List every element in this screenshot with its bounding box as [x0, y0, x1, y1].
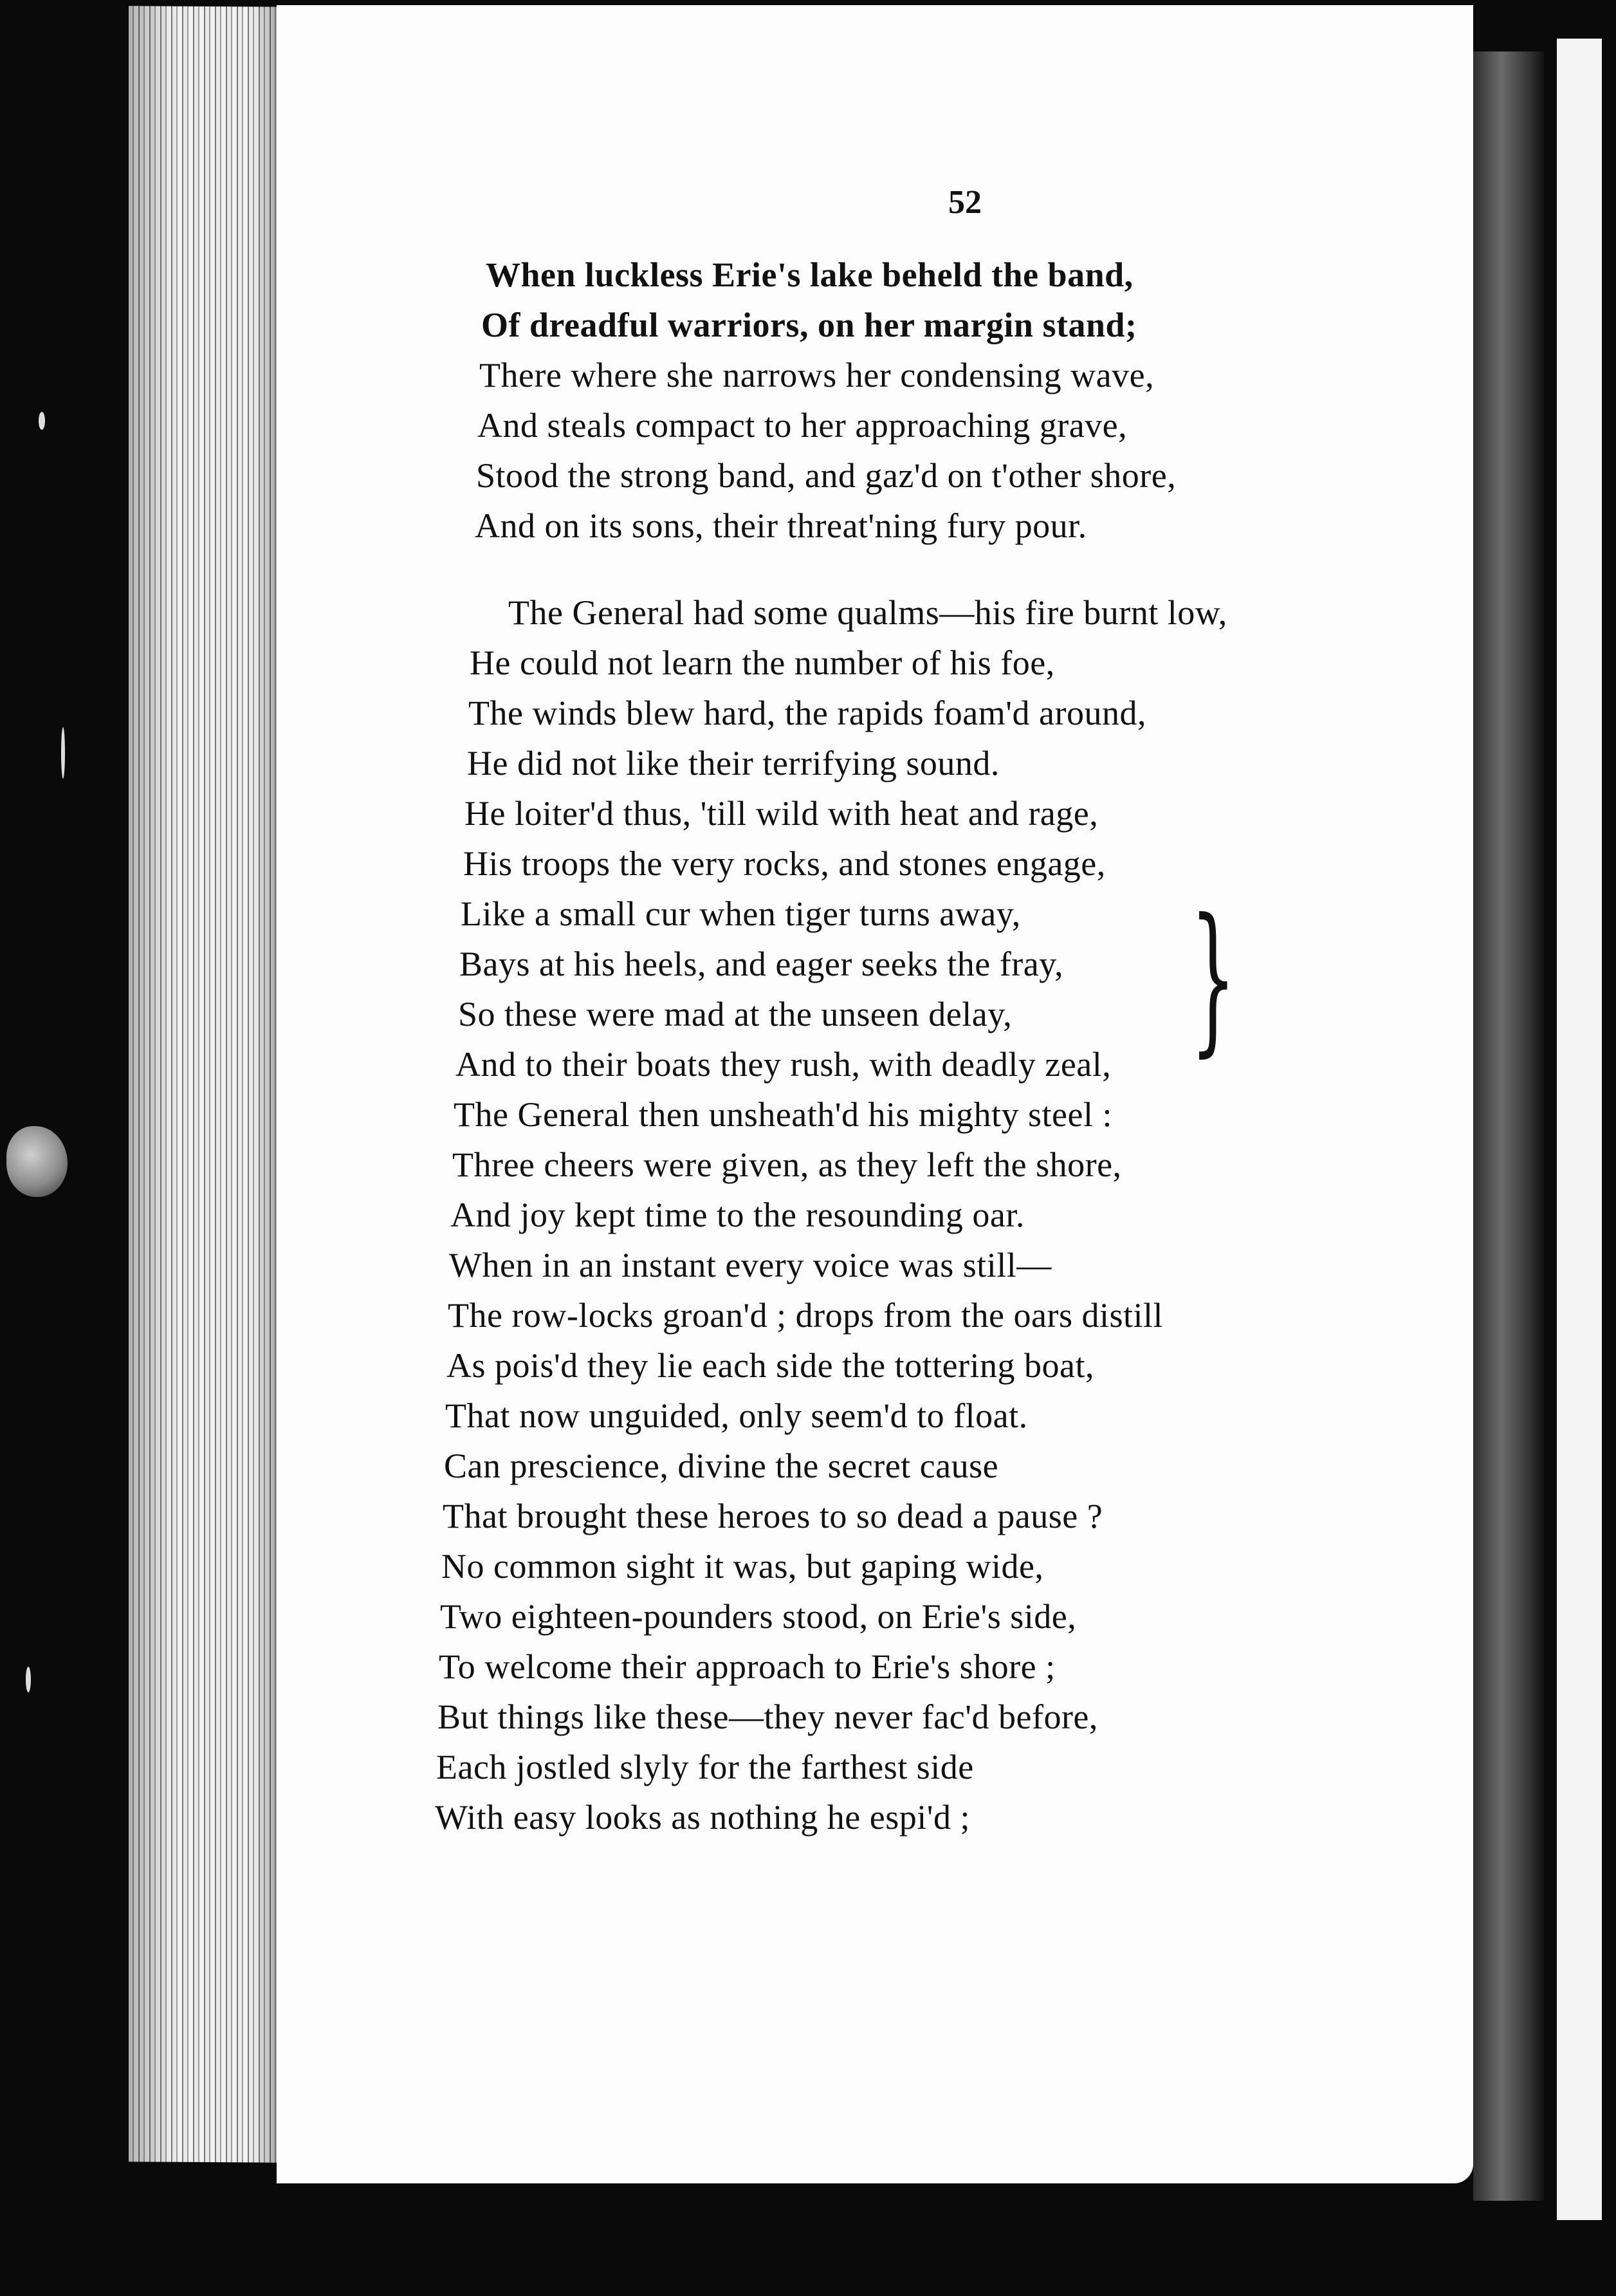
verse-line: That now unguided, only seem'd to float.: [445, 1396, 1028, 1435]
verse-line: When in an instant every voice was still—: [449, 1246, 1052, 1284]
verse-line: Bays at his heels, and eager seeks the fray,: [459, 945, 1064, 983]
page-number: 52: [948, 184, 982, 221]
verse-line: The winds blew hard, the rapids foam'd around,: [468, 694, 1146, 732]
verse-line: Each jostled slyly for the farthest side: [436, 1748, 974, 1786]
book-page-edges-shade: [129, 6, 283, 2162]
verse-line: And joy kept time to the resounding oar.: [450, 1196, 1025, 1234]
verse-line: No common sight it was, but gaping wide,: [441, 1547, 1044, 1586]
scan-speck: [39, 412, 45, 430]
verse-line: As pois'd they lie each side the tottering boat,: [446, 1346, 1094, 1385]
verse-line: When luckless Erie's lake beheld the band,: [486, 255, 1134, 294]
verse-line: With easy looks as nothing he espi'd ;: [435, 1798, 970, 1837]
verse-line: He could not learn the number of his foe,: [470, 643, 1055, 682]
verse-line: The row-locks groan'd ; drops from the oars distill: [448, 1296, 1164, 1335]
verse-line: Stood the strong band, and gaz'd on t'other shore,: [476, 456, 1177, 495]
verse-line: His troops the very rocks, and stones engage,: [463, 844, 1106, 883]
verse-line: And on its sons, their threat'ning fury pour.: [475, 506, 1087, 545]
verse-line: Two eighteen-pounders stood, on Erie's side,: [440, 1597, 1077, 1636]
verse-line: But things like these—they never fac'd before,: [437, 1698, 1098, 1736]
scan-speck: [61, 727, 65, 779]
verse-line: And steals compact to her approaching grave,: [477, 406, 1128, 445]
right-page-edge: [1473, 51, 1544, 2201]
verse-line: And to their boats they rush, with deadly zeal,: [455, 1045, 1112, 1084]
scan-blot: [6, 1126, 68, 1197]
verse-line: The General had some qualms—his fire burnt low,: [508, 593, 1227, 632]
verse-line: The General then unsheath'd his mighty steel :: [454, 1095, 1112, 1134]
verse-line: Can prescience, divine the secret cause: [444, 1447, 999, 1485]
scan-speck: [26, 1667, 31, 1692]
verse-line: There where she narrows her condensing wave,: [479, 356, 1155, 394]
verse-line: He did not like their terrifying sound.: [467, 744, 1000, 782]
verse-line: Like a small cur when tiger turns away,: [461, 894, 1021, 933]
triplet-brace: }: [1190, 884, 1236, 1071]
verse-line: To welcome their approach to Erie's shore ;: [439, 1647, 1056, 1686]
verse-line: Three cheers were given, as they left the shore,: [452, 1145, 1122, 1184]
verse-line: Of dreadful warriors, on her margin stand;: [481, 306, 1137, 344]
verse-line: That brought these heroes to so dead a pause ?: [443, 1497, 1103, 1535]
right-margin-strip: [1557, 39, 1602, 2220]
verse-line: He loiter'd thus, 'till wild with heat and rage,: [464, 794, 1099, 833]
verse-line: So these were mad at the unseen delay,: [458, 995, 1013, 1033]
